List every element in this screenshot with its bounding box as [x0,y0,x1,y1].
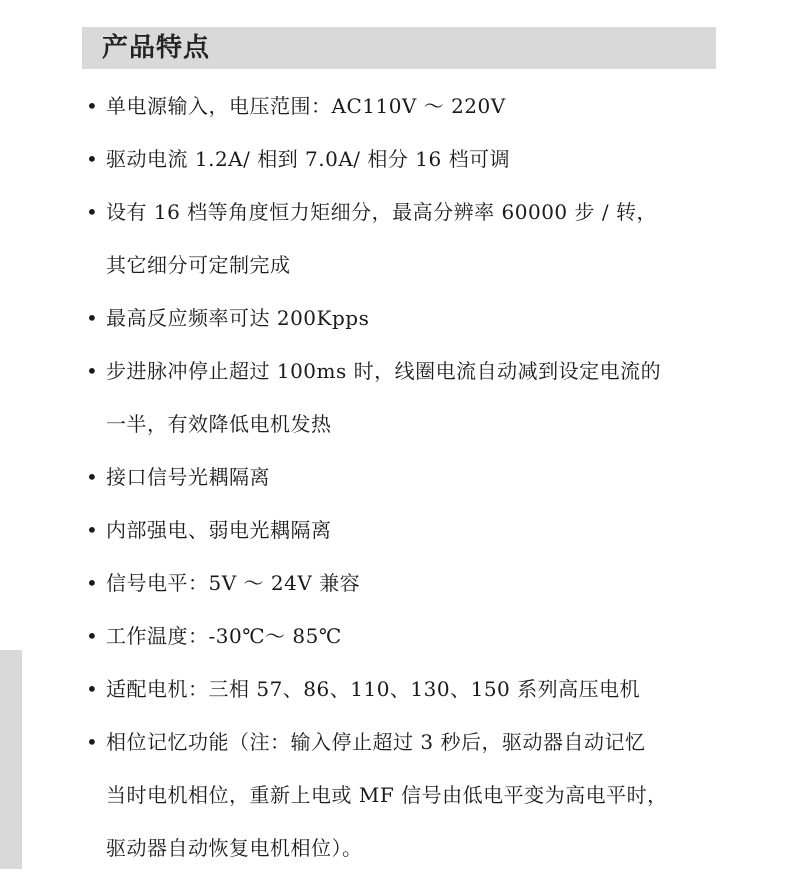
bullet-icon: • [86,306,99,330]
feature-text: 最高反应频率可达 200Kpps [106,306,370,330]
side-tab-strip [0,650,22,869]
feature-item [84,716,724,875]
feature-text: 一半，有效降低电机发热 [106,412,332,436]
feature-text: 当时电机相位，重新上电或 MF 信号由低电平变为高电平时， [106,783,668,807]
feature-text: 驱动器自动恢复电机相位）。 [106,836,363,860]
feature-item [84,557,724,610]
feature-text: 步进脉冲停止超过 100ms 时，线圈电流自动减到设定电流的 [106,359,662,383]
bullet-icon: • [86,571,99,595]
feature-text: 驱动电流 1.2A/ 相到 7.0A/ 相分 16 档可调 [106,147,511,171]
feature-text: 其它细分可定制完成 [106,253,291,277]
feature-text: 工作温度：-30℃～ 85℃ [106,624,342,648]
bullet-icon: • [86,200,99,224]
feature-text: 信号电平：5V ～ 24V 兼容 [106,571,361,595]
bullet-icon: • [86,147,99,171]
feature-text: 接口信号光耦隔离 [106,465,270,489]
feature-item [84,451,724,504]
feature-text: 内部强电、弱电光耦隔离 [106,518,332,542]
feature-item [84,345,724,451]
feature-list [84,80,724,875]
bullet-icon: • [86,624,99,648]
bullet-icon: • [86,677,99,701]
feature-item [84,80,724,133]
feature-item [84,292,724,345]
bullet-icon: • [86,359,99,383]
bullet-icon: • [86,518,99,542]
bullet-icon: • [86,94,99,118]
feature-text: 相位记忆功能（注：输入停止超过 3 秒后，驱动器自动记忆 [106,730,646,754]
feature-item [84,663,724,716]
feature-text: 设有 16 档等角度恒力矩细分，最高分辨率 60000 步 / 转， [106,200,657,224]
feature-item [84,133,724,186]
feature-item [84,186,724,292]
feature-item [84,610,724,663]
bullet-icon: • [86,465,99,489]
section-header [82,27,716,69]
bullet-icon: • [86,730,99,754]
feature-text: 单电源输入，电压范围：AC110V ～ 220V [106,94,506,118]
section-title: 产品特点 [102,33,211,63]
feature-text: 适配电机：三相 57、86、110、130、150 系列高压电机 [106,677,641,701]
feature-item [84,504,724,557]
